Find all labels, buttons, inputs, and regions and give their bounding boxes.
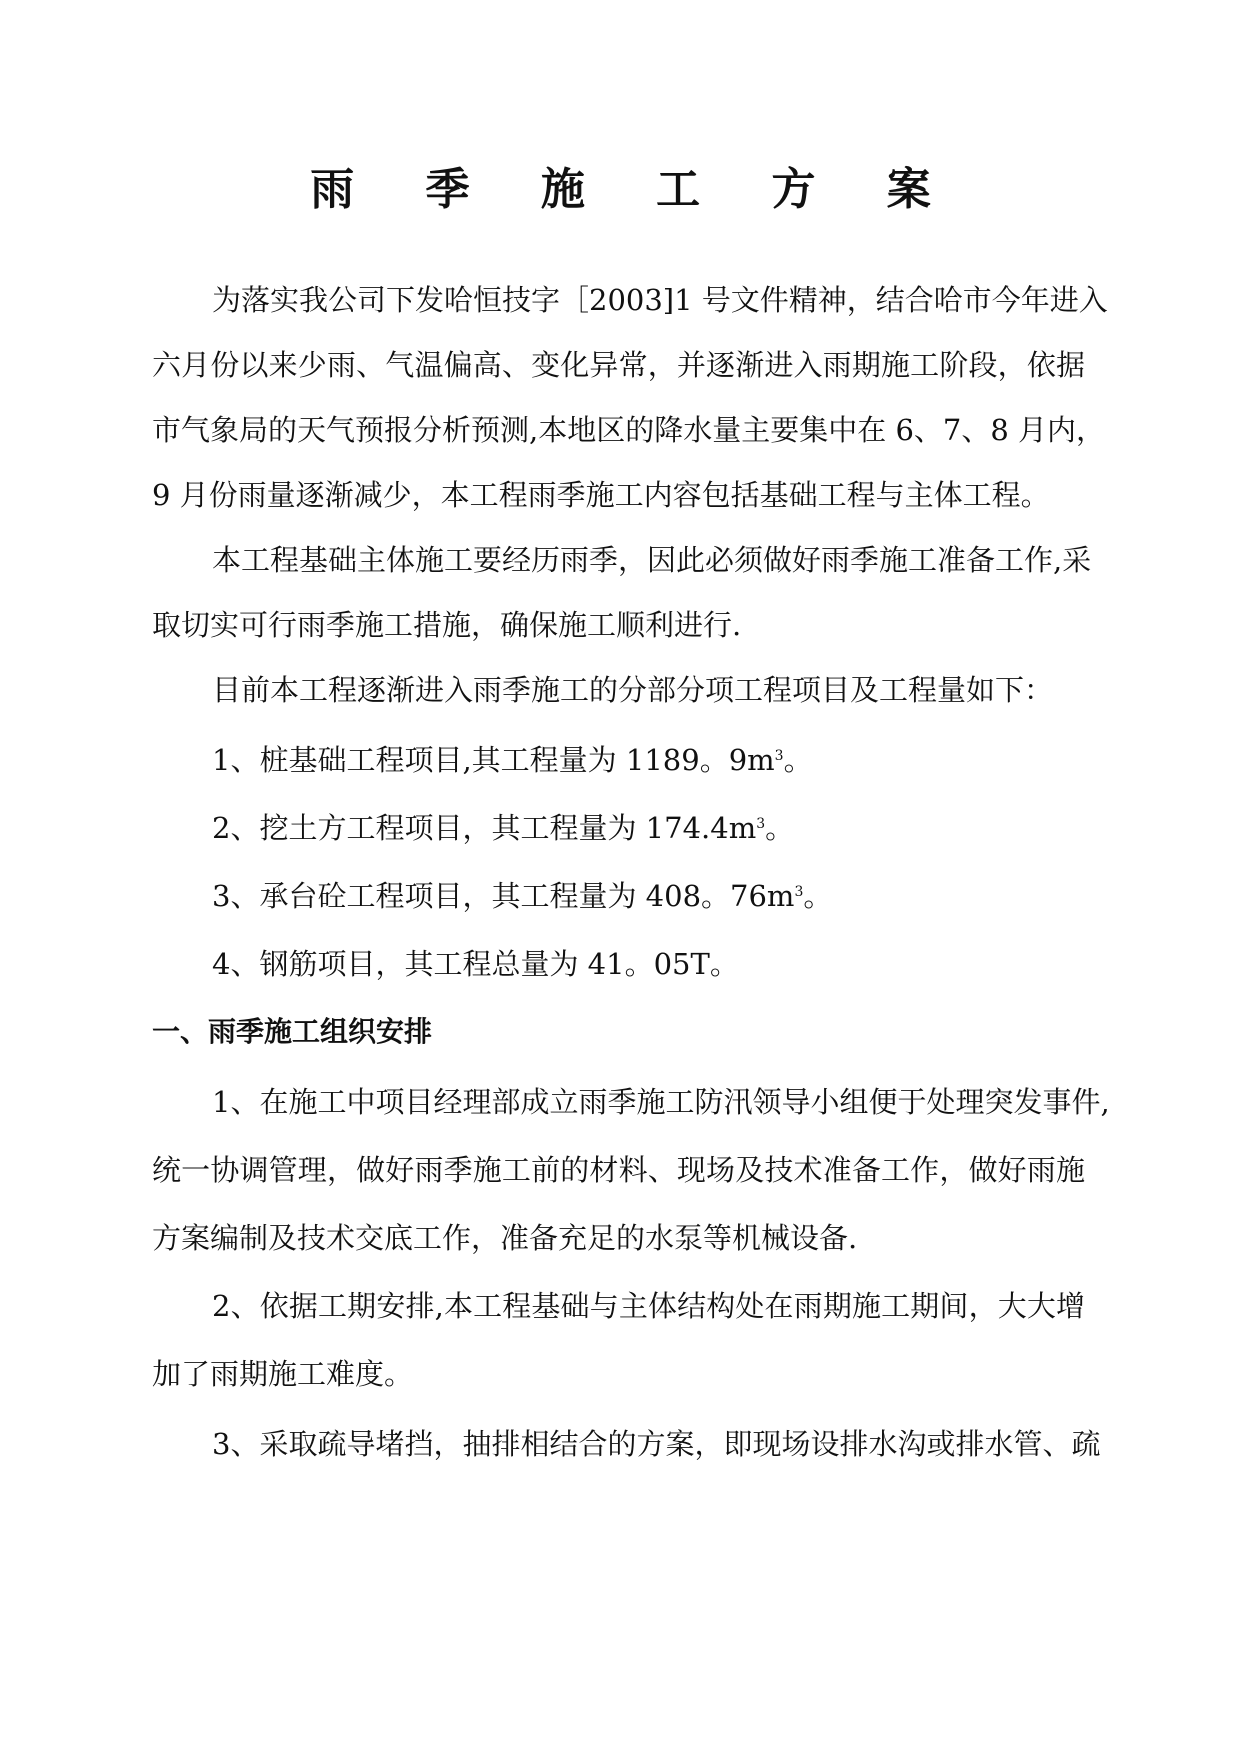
quantity-item-2 xyxy=(212,808,794,848)
quantity-item-3 xyxy=(212,876,832,916)
section-1-item-3-line-1: 3、采取疏导堵挡，抽排相结合的方案，即现场设排水沟或排水管、疏 xyxy=(212,1427,1101,1461)
paragraph-1-line-2: 六月份以来少雨、气温偏高、变化异常，并逐渐进入雨期施工阶段，依据 xyxy=(152,348,1085,382)
superscript-unit: 3 xyxy=(794,884,804,900)
section-1-item-1-line-3: 方案编制及技术交底工作，准备充足的水泵等机械设备. xyxy=(152,1221,858,1255)
quantity-item-text: 4、钢筋项目，其工程总量为 41。05T。 xyxy=(212,947,739,981)
paragraph-1-line-4: 9 月份雨量逐渐减少，本工程雨季施工内容包括基础工程与主体工程。 xyxy=(152,478,1050,512)
quantity-item-tail: 。 xyxy=(803,879,833,913)
paragraph-1-line-1: 为落实我公司下发哈恒技字［2003]1 号文件精神，结合哈市今年进入 xyxy=(212,283,1108,317)
quantity-item-4 xyxy=(212,944,739,984)
paragraph-2-line-2: 取切实可行雨季施工措施，确保施工顺利进行. xyxy=(152,608,742,642)
document-title: 雨 季 施 工 方 案 xyxy=(310,164,959,215)
paragraph-3: 目前本工程逐渐进入雨季施工的分部分项工程项目及工程量如下： xyxy=(212,673,1054,707)
section-1-item-2-line-2: 加了雨期施工难度。 xyxy=(152,1357,414,1391)
superscript-unit: 3 xyxy=(774,748,784,764)
section-1-heading: 一、雨季施工组织安排 xyxy=(152,1015,433,1048)
paragraph-2-line-1: 本工程基础主体施工要经历雨季，因此必须做好雨季施工准备工作,采 xyxy=(212,543,1092,577)
paragraph-1-line-3: 市气象局的天气预报分析预测,本地区的降水量主要集中在 6、7、8 月内， xyxy=(152,413,1106,447)
quantity-item-text: 3、承台砼工程项目，其工程量为 408。76m xyxy=(212,879,795,913)
quantity-item-text: 2、挖土方工程项目，其工程量为 174.4m xyxy=(212,811,757,845)
section-1-item-2-line-1: 2、依据工期安排,本工程基础与主体结构处在雨期施工期间，大大增 xyxy=(212,1289,1085,1323)
section-1-item-1-line-1: 1、在施工中项目经理部成立雨季施工防汛领导小组便于处理突发事件, xyxy=(212,1085,1110,1119)
quantity-item-tail: 。 xyxy=(765,811,795,845)
quantity-item-1 xyxy=(212,740,813,780)
quantity-item-tail: 。 xyxy=(783,743,813,777)
quantity-item-text: 1、桩基础工程项目,其工程量为 1189。9m xyxy=(212,743,775,777)
superscript-unit: 3 xyxy=(756,816,766,832)
section-1-item-1-line-2: 统一协调管理，做好雨季施工前的材料、现场及技术准备工作，做好雨施 xyxy=(152,1153,1085,1187)
